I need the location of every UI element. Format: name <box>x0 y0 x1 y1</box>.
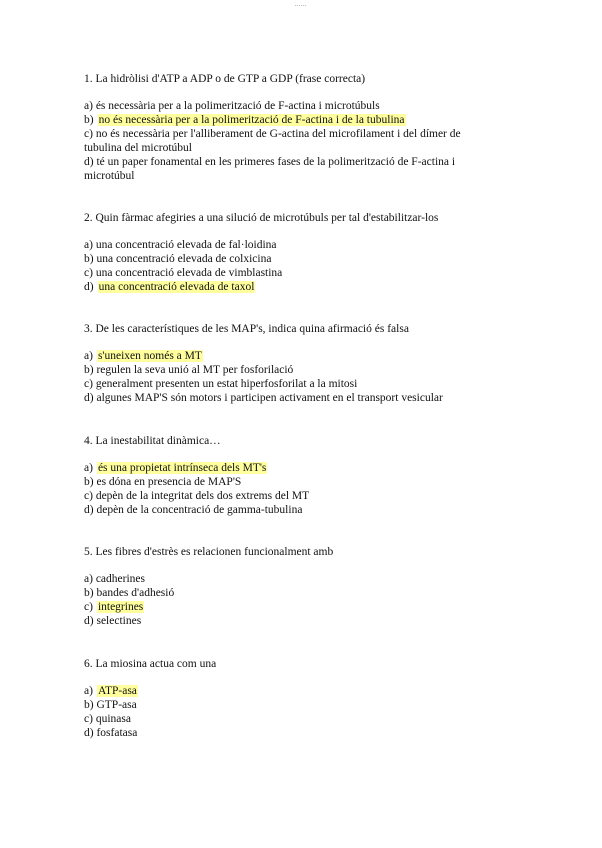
option-a <box>84 99 494 113</box>
option-letter: b) <box>84 114 94 126</box>
option-text: una concentració elevada de fal·loidina <box>95 239 277 251</box>
option-c <box>84 266 494 280</box>
option-text: selectines <box>96 615 142 627</box>
option-d <box>84 280 494 294</box>
option-text: cadherines <box>95 573 145 585</box>
option-letter: a) <box>84 685 93 697</box>
option-b <box>84 252 494 266</box>
option-text: una concentració elevada de colxicina <box>96 253 272 265</box>
option-letter: c) <box>84 128 93 140</box>
option-d <box>84 726 494 740</box>
option-b <box>84 363 494 377</box>
option-letter: a) <box>84 239 93 251</box>
option-d <box>84 614 494 628</box>
option-letter: c) <box>84 267 93 279</box>
option-text: GTP-asa <box>96 699 137 711</box>
option-letter: d) <box>84 615 94 627</box>
option-text: depèn de la concentració de gamma-tubulina <box>96 504 303 516</box>
question-1 <box>84 72 494 183</box>
option-letter: d) <box>84 727 94 739</box>
options-list <box>84 572 494 628</box>
option-letter: d) <box>84 156 94 168</box>
option-text: no és necessària per l'alliberament de G-actina del microfilament i del dímer de tubulina del microtúbul <box>84 128 461 154</box>
option-text-highlighted: és una propietat intrínseca dels MT's <box>97 462 267 474</box>
question-6 <box>84 657 494 740</box>
option-a <box>84 461 494 475</box>
question-5 <box>84 545 494 628</box>
option-letter: d) <box>84 504 94 516</box>
question-title: 2. Quin fàrmac afegiries a una silució de microtúbuls per tal d'estabilitzar-los <box>84 212 439 224</box>
option-b <box>84 586 494 600</box>
options-list <box>84 99 494 183</box>
option-text: és necessària per a la polimerització de F-actina i microtúbuls <box>95 100 380 112</box>
question-title: 5. Les fibres d'estrès es relacionen funcionalment amb <box>84 546 334 558</box>
question-title: 6. La miosina actua com una <box>84 658 217 670</box>
option-a <box>84 349 494 363</box>
option-a <box>84 684 494 698</box>
option-letter: b) <box>84 699 94 711</box>
option-text-highlighted: integrines <box>97 601 144 613</box>
option-letter: b) <box>84 587 94 599</box>
option-letter: c) <box>84 713 93 725</box>
option-b <box>84 475 494 489</box>
option-a <box>84 238 494 252</box>
option-a <box>84 572 494 586</box>
question-2 <box>84 211 494 294</box>
option-c <box>84 712 494 726</box>
option-text: algunes MAP'S són motors i participen activament en el transport vesicular <box>96 392 443 404</box>
option-letter: c) <box>84 601 93 613</box>
options-list <box>84 349 494 405</box>
option-text-highlighted: una concentració elevada de taxol <box>98 281 255 293</box>
options-list <box>84 238 494 294</box>
option-letter: a) <box>84 350 93 362</box>
option-letter: d) <box>84 281 94 293</box>
option-letter: d) <box>84 392 94 404</box>
option-text: generalment presenten un estat hiperfosforilat a la mitosi <box>95 378 358 390</box>
option-c <box>84 377 494 391</box>
option-text: es dóna en presencia de MAP'S <box>96 476 242 488</box>
option-b <box>84 113 494 127</box>
option-letter: c) <box>84 490 93 502</box>
option-text: fosfatasa <box>96 727 138 739</box>
question-title: 3. De les característiques de les MAP's, indica quina afirmació és falsa <box>84 323 409 335</box>
option-text: regulen la seva unió al MT per fosforilació <box>96 364 294 376</box>
option-text: una concentració elevada de vimblastina <box>95 267 283 279</box>
option-letter: b) <box>84 253 94 265</box>
option-letter: b) <box>84 364 94 376</box>
option-letter: a) <box>84 100 93 112</box>
option-text-highlighted: ATP-asa <box>97 685 137 697</box>
option-d <box>84 503 494 517</box>
option-text: quinasa <box>95 713 131 725</box>
option-text: depèn de la integritat dels dos extrems del MT <box>95 490 310 502</box>
option-c <box>84 127 494 155</box>
option-d <box>84 155 494 183</box>
header-mark: ...... <box>295 2 307 8</box>
option-letter: b) <box>84 476 94 488</box>
option-text: té un paper fonamental en les primeres fases de la polimerització de F-actina i microtúbul <box>84 156 456 182</box>
question-title: 4. La inestabilitat dinàmica… <box>84 435 221 447</box>
question-3 <box>84 322 494 405</box>
option-c <box>84 600 494 614</box>
option-b <box>84 698 494 712</box>
option-letter: a) <box>84 462 93 474</box>
option-c <box>84 489 494 503</box>
option-text-highlighted: s'uneixen només a MT <box>97 350 202 362</box>
option-d <box>84 391 494 405</box>
option-letter: c) <box>84 378 93 390</box>
question-title: 1. La hidròlisi d'ATP a ADP o de GTP a GDP (frase correcta) <box>84 73 366 85</box>
option-text-highlighted: no és necessària per a la polimerització de F-actina i de la tubulina <box>98 114 405 126</box>
question-4 <box>84 434 494 517</box>
options-list <box>84 461 494 517</box>
option-text: bandes d'adhesió <box>96 587 175 599</box>
option-letter: a) <box>84 573 93 585</box>
options-list <box>84 684 494 740</box>
